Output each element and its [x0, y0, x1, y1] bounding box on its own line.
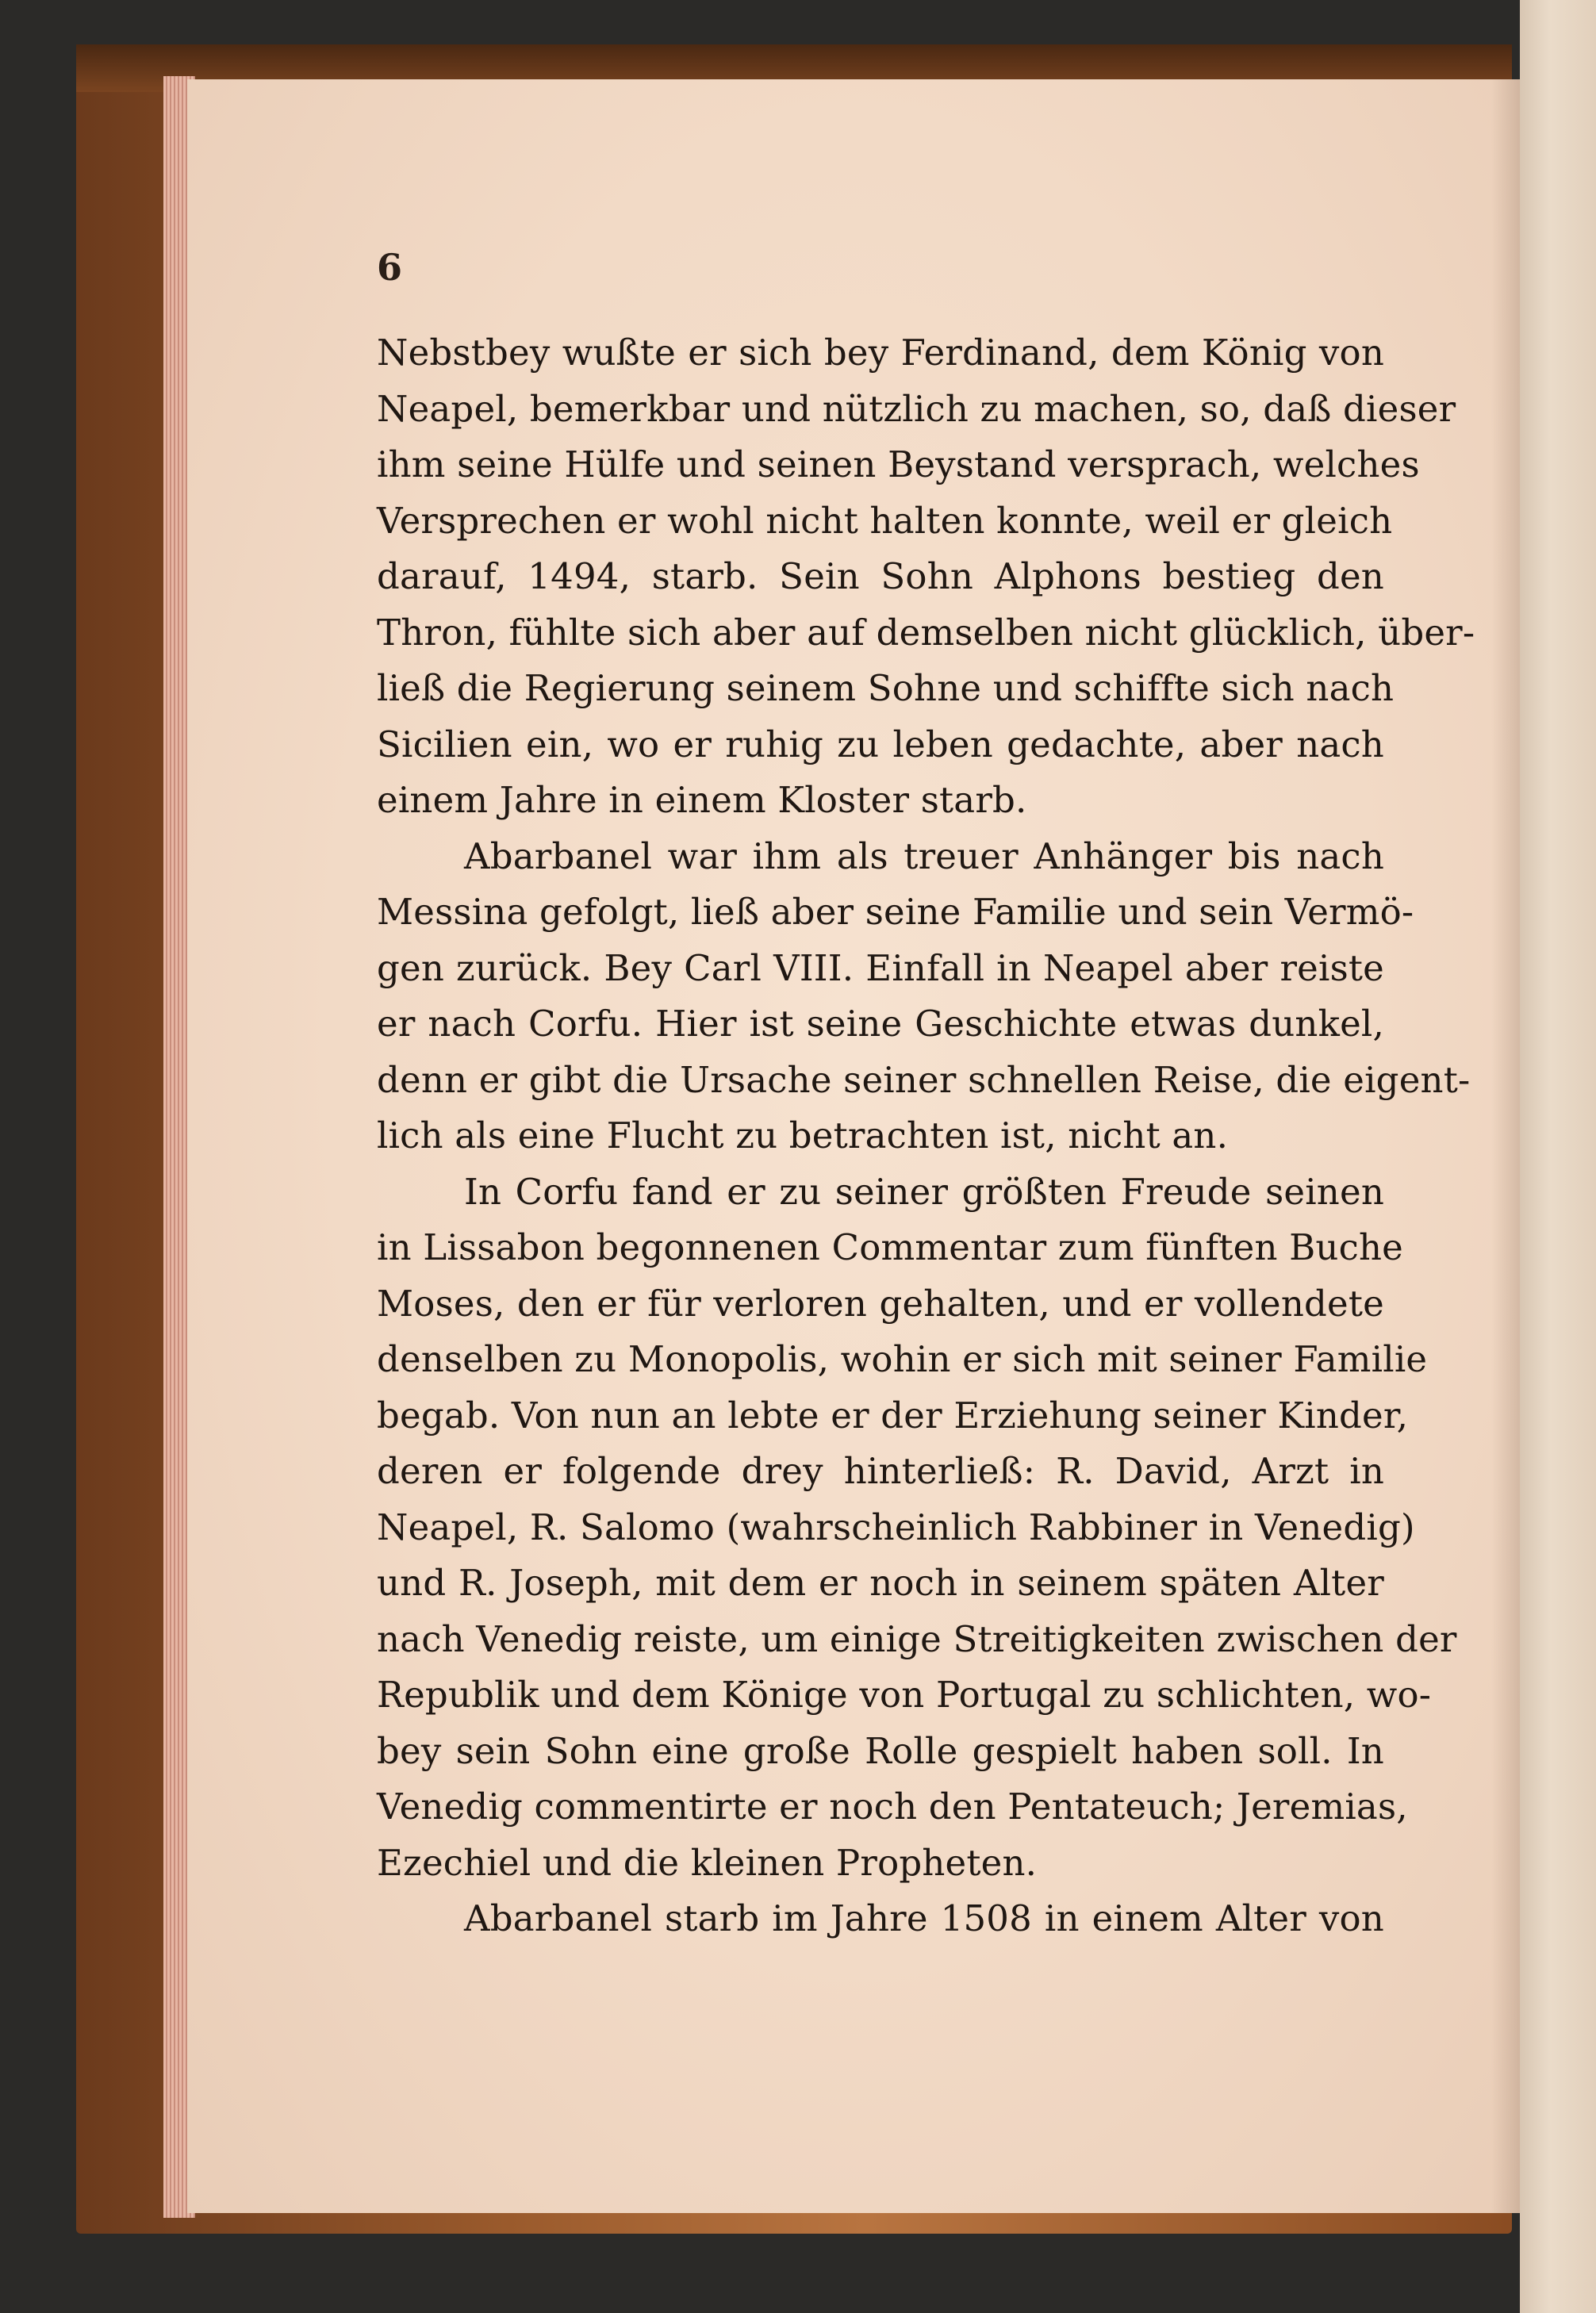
text-line: lich als eine Flucht zu betrachten ist, nicht an.: [377, 1114, 1229, 1156]
text-line: nach Venedig reiste, um einige Streitigkeiten zwischen der: [377, 1617, 1457, 1660]
text-line: gen zurück. Bey Carl VIII. Einfall in Neapel aber reiste: [377, 946, 1384, 989]
facing-page-edge: [1520, 0, 1596, 2313]
text-line: Venedig commentirte er noch den Pentateuch; Jeremias,: [377, 1786, 1408, 1828]
text-line: ließ die Regierung seinem Sohne und schiffte sich nach: [377, 667, 1395, 709]
text-line: denn er gibt die Ursache seiner schnellen Reise, die eigent-: [377, 1058, 1471, 1101]
text-line: er nach Corfu. Hier ist seine Geschichte etwas dunkel,: [377, 1003, 1384, 1045]
page-body-text: [377, 325, 1475, 1947]
text-line: Thron, fühlte sich aber auf demselben nicht glücklich, über-: [377, 611, 1475, 654]
text-line: Nebstbey wußte er sich bey Ferdinand, dem König von: [377, 332, 1384, 374]
text-line: deren er folgende drey hinterließ: R. David, Arzt in: [377, 1450, 1384, 1492]
text-line: In Corfu fand er zu seiner größten Freude seinen: [464, 1170, 1384, 1213]
text-line: und R. Joseph, mit dem er noch in seinem späten Alter: [377, 1562, 1384, 1604]
text-line: Messina gefolgt, ließ aber seine Familie und sein Vermö-: [377, 891, 1414, 933]
text-line: ihm seine Hülfe und seinen Beystand versprach, welches: [377, 443, 1420, 485]
text-line: darauf, 1494, starb. Sein Sohn Alphons bestieg den: [377, 555, 1384, 597]
text-line: Neapel, bemerkbar und nützlich zu machen, so, daß dieser: [377, 387, 1456, 430]
text-line: Moses, den er für verloren gehalten, und er vollendete: [377, 1282, 1384, 1325]
text-line: Neapel, R. Salomo (wahrscheinlich Rabbiner in Venedig): [377, 1506, 1415, 1548]
text-line: Sicilien ein, wo er ruhig zu leben gedachte, aber nach: [377, 723, 1384, 765]
page-number: 6: [377, 246, 403, 289]
text-line: Republik und dem Könige von Portugal zu schlichten, wo-: [377, 1674, 1432, 1716]
text-line: begab. Von nun an lebte er der Erziehung seiner Kinder,: [377, 1394, 1409, 1437]
text-line: Ezechiel und die kleinen Propheten.: [377, 1841, 1038, 1884]
text-line: einem Jahre in einem Kloster starb.: [377, 779, 1027, 821]
text-line: Versprechen er wohl nicht halten konnte, weil er gleich: [377, 499, 1393, 542]
text-line: in Lissabon begonnenen Commentar zum fünften Buche: [377, 1226, 1403, 1268]
text-line: denselben zu Monopolis, wohin er sich mit seiner Familie: [377, 1338, 1428, 1380]
text-line: Abarbanel starb im Jahre 1508 in einem Alter von: [464, 1897, 1384, 1939]
text-line: Abarbanel war ihm als treuer Anhänger bis nach: [464, 834, 1384, 877]
text-line: bey sein Sohn eine große Rolle gespielt haben soll. In: [377, 1729, 1384, 1772]
